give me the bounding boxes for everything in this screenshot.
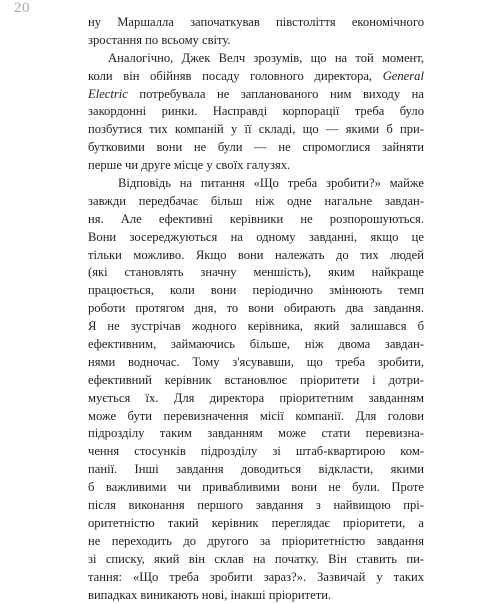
text-line: оритетністю такий керівник переглядає пріоритети, а xyxy=(88,515,424,533)
text-line: чення стосунків підрозділу зі штаб-квартирою ком- xyxy=(88,443,424,461)
text-line: закордонні ринки. Насправді корпорації треба було xyxy=(88,103,424,121)
text-line: позбутися тих компаній у її складі, що — якими б при- xyxy=(88,121,424,139)
paragraph xyxy=(88,175,424,604)
text-line: завжди передбачає більш ніж одне нагальне завдан- xyxy=(88,193,424,211)
company-name-italic: General xyxy=(383,69,424,83)
text-line: роботи протягом дня, то вони обирають два завдання. xyxy=(88,300,424,318)
text-segment: потребувала не запланованого ним виходу на xyxy=(139,87,424,101)
text-line: підрозділу таким завданням може стати перевизна- xyxy=(88,425,424,443)
paragraph xyxy=(88,50,424,175)
text-line: після виконання першого завдання з найвищою прі- xyxy=(88,497,424,515)
text-line xyxy=(88,86,424,104)
paragraph xyxy=(88,14,424,50)
text-line: працюється, коли вони періодично змінюють темп xyxy=(88,282,424,300)
text-line: нями водночас. Тому з'ясувавши, що треба зробити, xyxy=(88,354,424,372)
text-line: мується їх. Для директора пріоритетним завданням xyxy=(88,390,424,408)
body-text xyxy=(88,14,424,604)
text-line: ну Маршалла започаткував півстоліття економічного xyxy=(88,14,424,32)
text-line: тільки можливо. Якщо вони належать до тих людей xyxy=(88,247,424,265)
text-line: Аналогічно, Джек Велч зрозумів, що на той момент, xyxy=(88,50,424,68)
text-line: панії. Інші завдання доводиться відкласти, якими xyxy=(88,461,424,479)
text-line: зростання по всьому світу. xyxy=(88,32,424,50)
text-line: тання: «Що треба зробити зараз?». Зазвичай у таких xyxy=(88,569,424,587)
text-line: ня. Але ефективні керівники не розпорошуються. xyxy=(88,211,424,229)
text-line: (які становлять значну меншість), яким найкраще xyxy=(88,264,424,282)
page-number: 20 xyxy=(14,0,30,17)
text-line: зі списку, який він склав на початку. Він ставить пи- xyxy=(88,551,424,569)
text-line: Вони зосереджуються на одному завданні, якщо це xyxy=(88,229,424,247)
text-line: ефективний керівник встановлює пріоритети і дотри- xyxy=(88,372,424,390)
text-segment: коли він обійняв посаду головного директора, xyxy=(88,69,372,83)
text-line: бутковими вони не були — не спромоглися зайняти xyxy=(88,139,424,157)
text-line: Відповідь на питання «Що треба зробити?» майже xyxy=(88,175,424,193)
text-line xyxy=(88,68,424,86)
text-line: може бути перевизначення місії компанії. Для голови xyxy=(88,408,424,426)
text-line: ефективним, займаючись більше, ніж двома завдан- xyxy=(88,336,424,354)
text-line: б важливими чи привабливими вони не були. Проте xyxy=(88,479,424,497)
text-line: випадках виникають нові, інакші пріоритети. xyxy=(88,587,424,604)
text-line: Я не зустрічав жодного керівника, який залишався б xyxy=(88,318,424,336)
text-line: перше чи друге місце у своїх галузях. xyxy=(88,157,424,175)
text-line: не переходить до другого за пріоритетністю завдання xyxy=(88,533,424,551)
company-name-italic: Electric xyxy=(88,87,128,101)
